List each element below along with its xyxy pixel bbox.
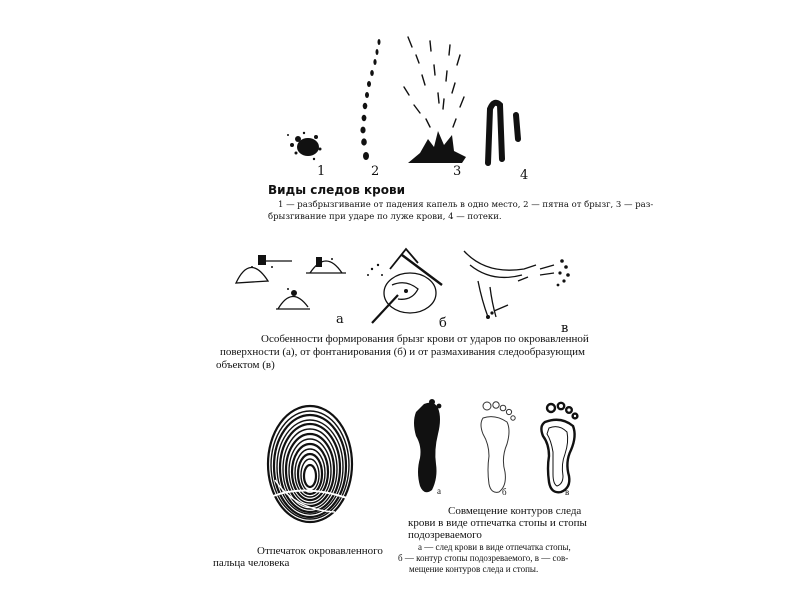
contour-overlay-image — [535, 400, 585, 495]
splatter-drops-image — [280, 125, 330, 165]
fig4-title-line-1: Совмещение контуров следа — [448, 505, 582, 517]
fig4-label-v: в — [565, 487, 570, 497]
fig1-caption-line-1: 1 — разбрызгивание от падения капель в одно место, 2 — пятна от брызг, 3 — раз- — [278, 200, 654, 210]
fig1-label-3: 3 — [453, 164, 462, 179]
fig2-label-v: в — [561, 321, 569, 336]
blood-streaks-image — [482, 95, 527, 167]
fig3-caption-line-2: пальца человека — [213, 557, 290, 569]
fig1-title: Виды следов крови — [268, 183, 406, 197]
fig4-title-line-3: подозреваемого — [408, 529, 482, 541]
fig4-caption-line-1: а — след крови в виде отпечатка стопы, — [418, 542, 571, 552]
pool-splash-image — [400, 35, 475, 170]
blow-on-surface-image — [232, 245, 352, 320]
suspect-foot-outline-image — [475, 400, 520, 495]
fig2-caption-line-2: поверхности (а), от фонтанирования (б) и от размахивания следообразующим — [220, 346, 585, 358]
fig2-caption-line-3: объектом (в) — [216, 359, 275, 371]
fig4-caption-line-2: б — контур стопы подозреваемого, в — сов- — [398, 553, 569, 563]
fingerprint-image — [265, 400, 355, 525]
fig4-caption-line-3: мещение контуров следа и стопы. — [409, 564, 539, 574]
drop-trail-image — [355, 38, 385, 168]
fig3-caption-line-1: Отпечаток окровавленного — [257, 545, 383, 557]
fig2-label-b: б — [439, 316, 447, 331]
fig1-label-1: 1 — [317, 164, 326, 179]
fig4-label-a: а — [437, 486, 441, 496]
blood-footprint-image — [408, 398, 448, 498]
fig1-caption-line-2: брызгивание при ударе по луже крови, 4 — потеки. — [268, 212, 502, 222]
fig1-label-4: 4 — [520, 168, 529, 183]
fig2-label-a: а — [336, 312, 344, 327]
fountaining-image — [362, 245, 457, 325]
fig4-title-line-2: крови в виде отпечатка стопы и стопы — [408, 517, 587, 529]
fig2-caption-line-1: Особенности формирования брызг крови от ударов по окровавленной — [261, 333, 589, 345]
swinging-object-image — [462, 245, 582, 325]
fig1-label-2: 2 — [371, 164, 380, 179]
fig4-label-b: б — [502, 487, 507, 497]
